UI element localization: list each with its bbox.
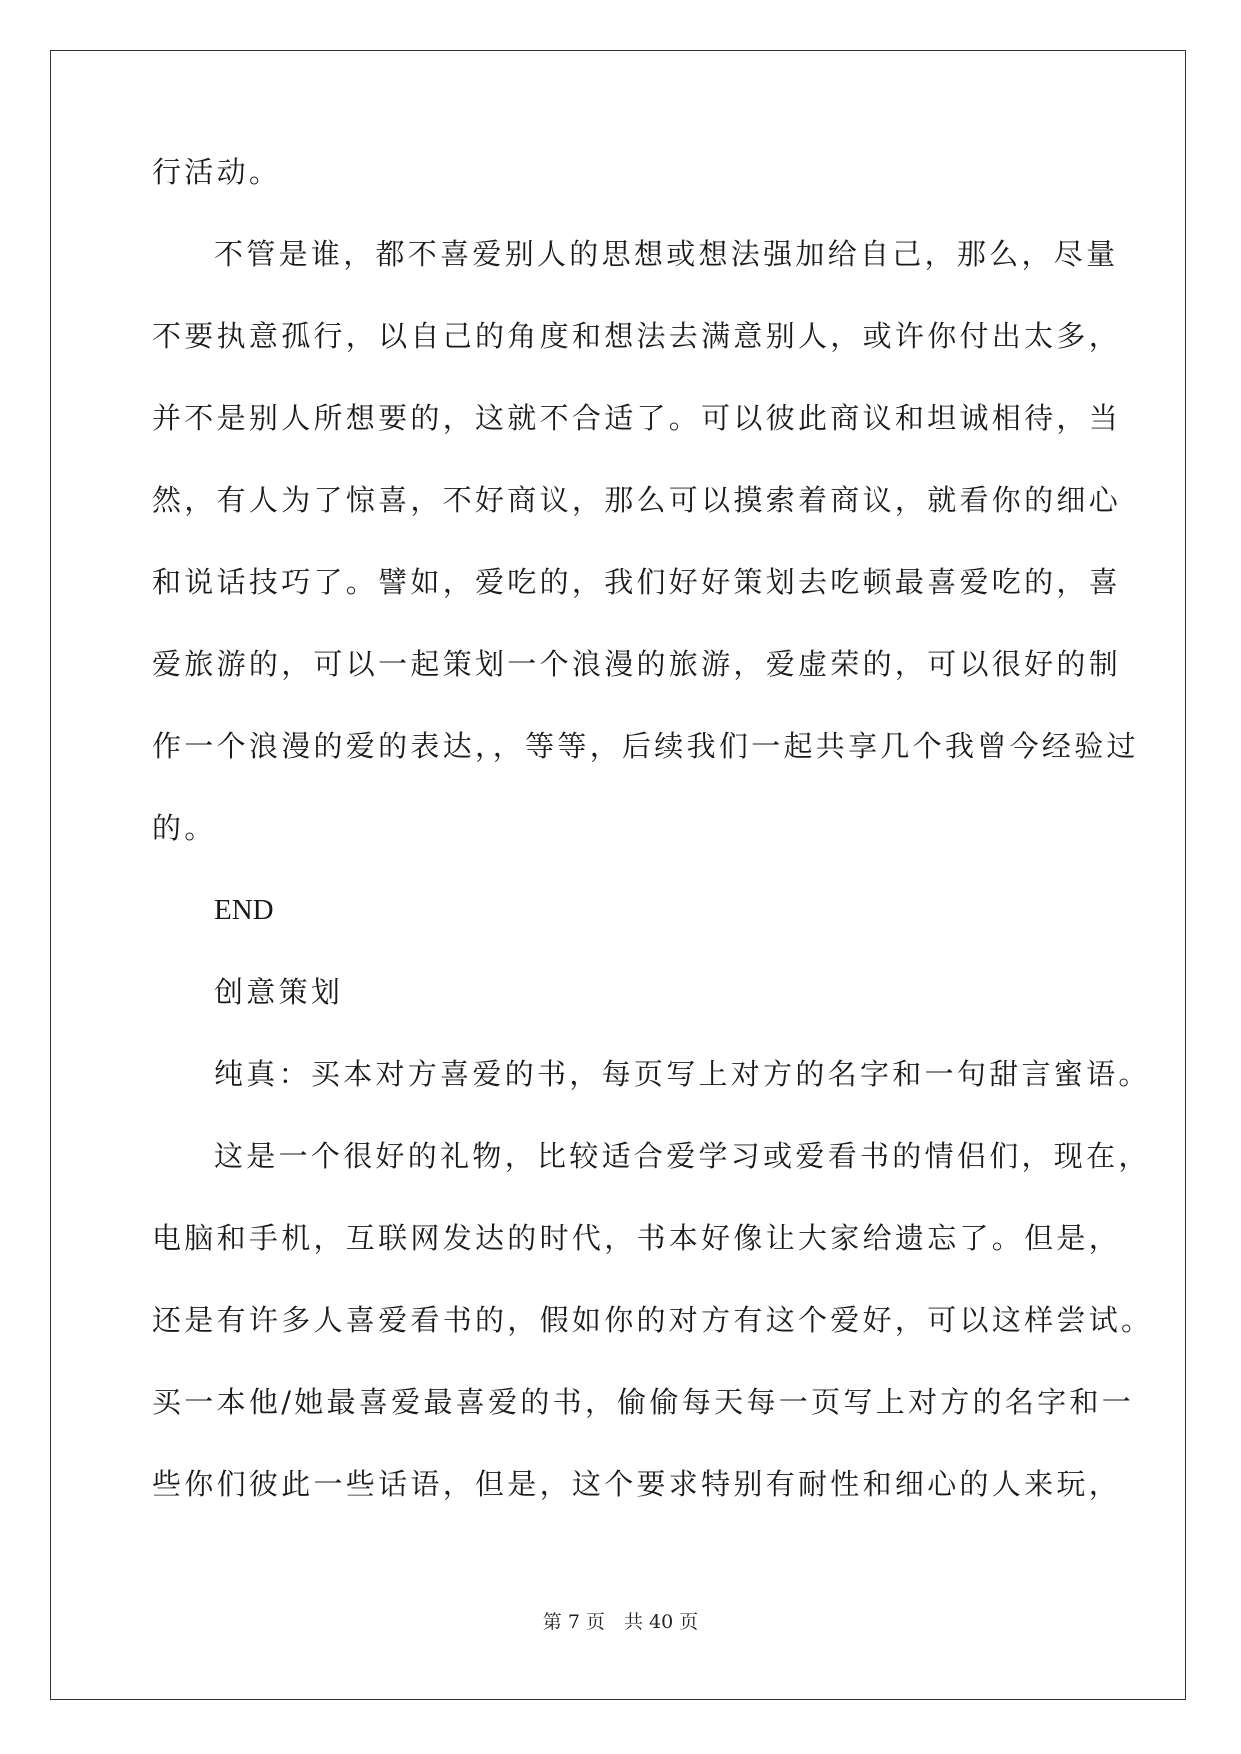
text-line: 和说话技巧了。譬如，爱吃的，我们好好策划去吃顿最喜爱吃的，喜: [152, 565, 1122, 599]
text-line: 些你们彼此一些话语，但是，这个要求特别有耐性和细心的人来玩，: [152, 1467, 1122, 1501]
text-line: 爱旅游的，可以一起策划一个浪漫的旅游，爱虚荣的，可以很好的制: [152, 647, 1122, 681]
text-line: 不管是谁，都不喜爱别人的思想或想法强加给自己，那么，尽量: [214, 237, 1119, 271]
section-heading: 创意策划: [214, 975, 344, 1009]
text-line: 还是有许多人喜爱看书的，假如你的对方有这个爱好，可以这样尝试。: [152, 1303, 1154, 1337]
text-line: 然，有人为了惊喜，不好商议，那么可以摸索着商议，就看你的细心: [152, 483, 1122, 517]
text-line: 行活动。: [152, 155, 282, 189]
text-line: END: [214, 894, 274, 926]
text-line: 并不是别人所想要的，这就不合适了。可以彼此商议和坦诚相待，当: [152, 401, 1122, 435]
text-line: 电脑和手机，互联网发达的时代，书本好像让大家给遗忘了。但是，: [152, 1221, 1122, 1255]
text-line: 的。: [152, 811, 217, 845]
page-number: 第 7 页 共 40 页: [542, 1611, 699, 1633]
text-line: 这是一个很好的礼物，比较适合爱学习或爱看书的情侣们，现在，: [214, 1139, 1151, 1173]
text-line: 作一个浪漫的爱的表达，，等等，后续我们一起共享几个我曾今经验过: [152, 729, 1139, 763]
text-line: 买一本他/她最喜爱最喜爱的书，偷偷每天每一页写上对方的名字和一: [152, 1385, 1135, 1419]
text-line: 纯真：买本对方喜爱的书，每页写上对方的名字和一句甜言蜜语。: [214, 1057, 1151, 1091]
document-body: [152, 131, 1154, 1525]
text-line: 不要执意孤行，以自己的角度和想法去满意别人，或许你付出太多，: [152, 319, 1122, 353]
